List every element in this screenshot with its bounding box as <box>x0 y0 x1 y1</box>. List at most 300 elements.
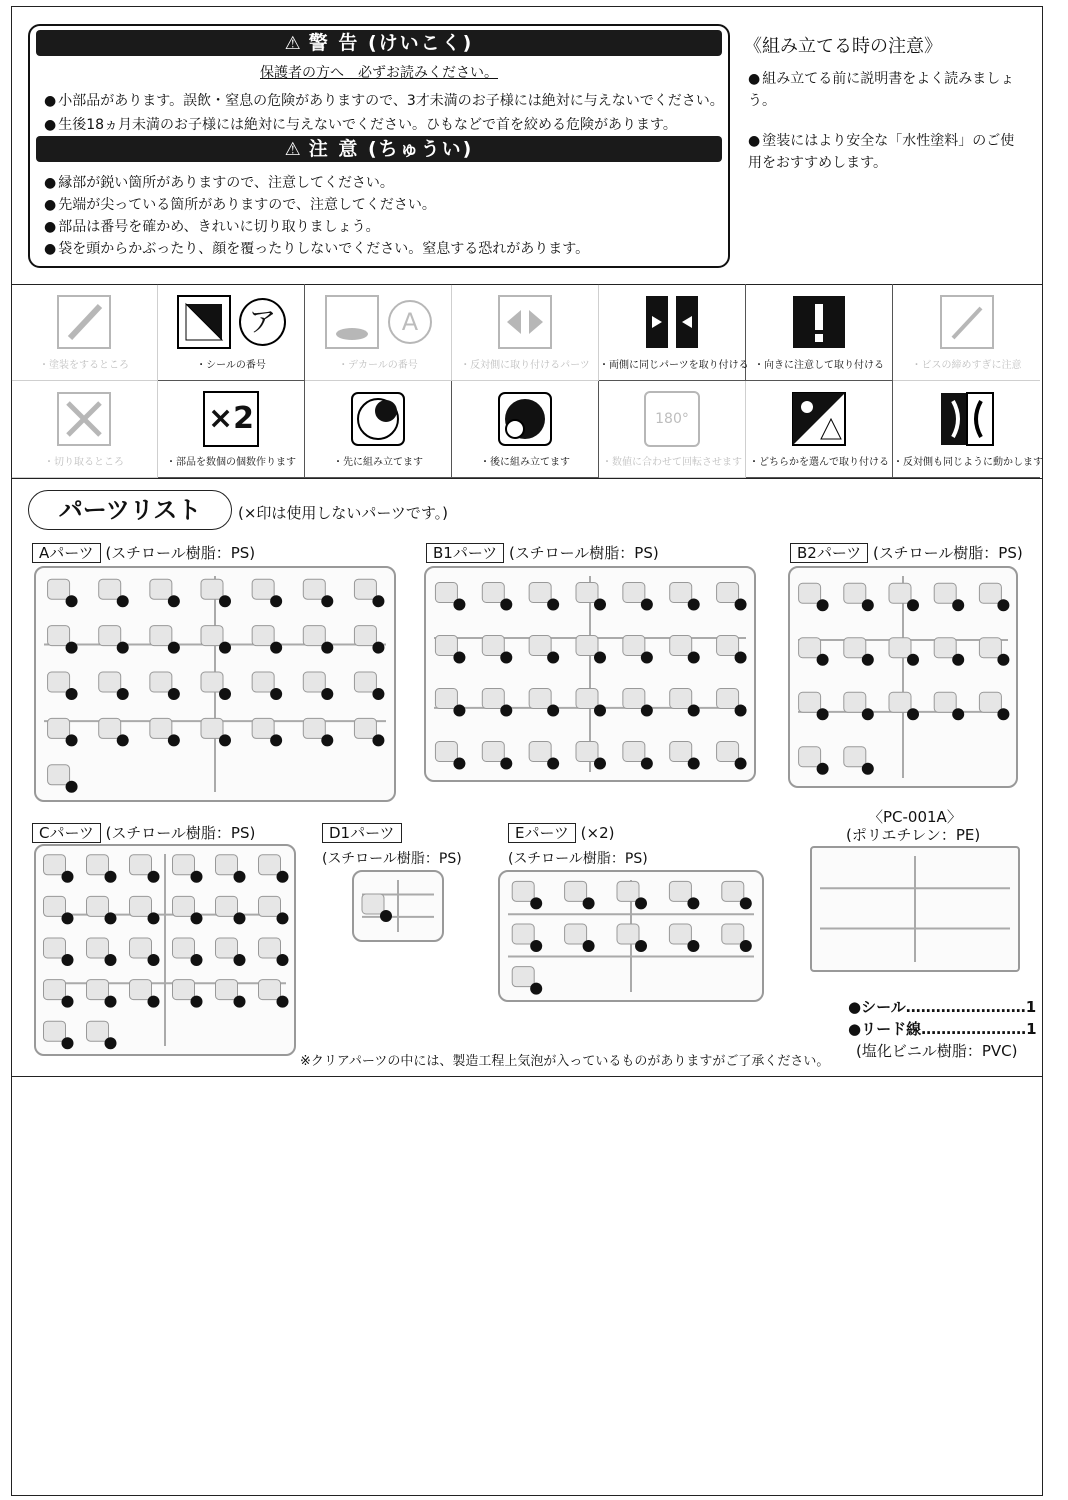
symbol-cell-later <box>452 381 599 478</box>
part-number-marker <box>168 595 180 607</box>
runner-part <box>44 896 66 916</box>
runner-part <box>150 579 172 599</box>
runner-part <box>48 579 70 599</box>
runner-part <box>259 896 281 916</box>
runner-part <box>844 747 866 767</box>
part-number-marker <box>66 688 78 700</box>
part-number-marker <box>117 688 129 700</box>
part-number-marker <box>500 705 512 717</box>
runner-part <box>576 636 598 656</box>
extra-pvc-material: (塩化ビニル樹脂：PVC) <box>856 1042 1018 1060</box>
symbol-label: ・数値に合わせて回転させます <box>602 457 742 468</box>
runner-part <box>216 980 238 1000</box>
part-number-marker <box>635 940 647 952</box>
runner-part <box>252 718 274 738</box>
part-number-marker <box>117 734 129 746</box>
part-number-marker <box>547 599 559 611</box>
part-number-marker <box>62 1037 74 1049</box>
runner-material: (スチロール樹脂：PS) <box>509 544 659 562</box>
part-number-marker <box>372 642 384 654</box>
part-number-marker <box>66 781 78 793</box>
runner-part <box>889 583 911 603</box>
symbol-label: ・先に組み立てます <box>333 457 423 468</box>
symbol-cell-direction <box>746 284 893 381</box>
part-number-marker <box>641 705 653 717</box>
part-number-marker <box>453 652 465 664</box>
part-number-marker <box>191 954 203 966</box>
part-number-marker <box>234 912 246 924</box>
runner-part <box>512 924 534 944</box>
part-number-marker <box>530 940 542 952</box>
runner-part <box>889 692 911 712</box>
part-number-marker <box>62 871 74 883</box>
part-number-marker <box>500 652 512 664</box>
part-number-marker <box>641 758 653 770</box>
part-number-marker <box>687 940 699 952</box>
brush-icon <box>56 294 112 350</box>
part-number-marker <box>105 996 117 1008</box>
symbol-label: ・シールの番号 <box>196 360 266 371</box>
runner-part <box>482 742 504 762</box>
part-number-marker <box>148 996 160 1008</box>
part-number-marker <box>594 599 606 611</box>
part-number-marker <box>321 595 333 607</box>
both-sides-icon <box>644 294 700 350</box>
runner-part <box>979 638 1001 658</box>
runner-part <box>130 855 152 875</box>
part-number-marker <box>270 642 282 654</box>
runner-part <box>303 579 325 599</box>
runner-material: (スチロール樹脂：PS) <box>105 824 256 842</box>
part-number-marker <box>740 940 752 952</box>
part-number-marker <box>168 688 180 700</box>
runner-part <box>934 692 956 712</box>
part-number-marker <box>270 734 282 746</box>
runner-part <box>130 980 152 1000</box>
runner-b2 <box>788 566 1018 788</box>
runner-part <box>617 924 639 944</box>
runner-a-label <box>32 542 255 563</box>
part-number-marker <box>862 599 874 611</box>
part-number-marker <box>270 595 282 607</box>
warning-title: 警 告 (けいこく) <box>308 32 474 54</box>
opposite-side-icon <box>497 294 553 350</box>
part-number-marker <box>500 758 512 770</box>
symbol-label: ・後に組み立てます <box>480 457 570 468</box>
exclamation-icon <box>791 294 847 350</box>
runner-part <box>252 579 274 599</box>
part-number-marker <box>907 599 919 611</box>
part-number-marker <box>62 996 74 1008</box>
warning-line-1: ● 小部品があります。誤飲・窒息の危険がありますので、3才未満のお子様には絶対に与えないでください。 <box>44 90 724 110</box>
part-number-marker <box>270 688 282 700</box>
runner-part <box>623 636 645 656</box>
runner-e-label <box>508 822 615 843</box>
part-number-marker <box>862 763 874 775</box>
symbol-cell-screw <box>893 284 1040 381</box>
part-number-marker <box>191 996 203 1008</box>
decal-icon: A <box>323 294 433 350</box>
rotate-text: 180° <box>644 391 700 447</box>
runner-drawing <box>812 848 1018 970</box>
part-number-marker <box>321 734 333 746</box>
part-number-marker <box>687 897 699 909</box>
runner-part <box>565 924 587 944</box>
extra-lead-wire: ●リード線…………………1 <box>848 1020 1037 1038</box>
symbol-label: ・向きに注意して取り付ける <box>754 360 884 371</box>
runner-part <box>130 938 152 958</box>
runner-part <box>844 583 866 603</box>
runner-part <box>44 938 66 958</box>
times-two-icon <box>203 391 259 447</box>
runner-part <box>717 636 739 656</box>
extra-seal: ●シール……………………1 <box>848 998 1037 1016</box>
part-number-marker <box>321 642 333 654</box>
part-number-marker <box>952 654 964 666</box>
part-number-marker <box>547 758 559 770</box>
part-number-marker <box>583 897 595 909</box>
symbol-label: ・ビスの締めすぎに注意 <box>911 360 1022 371</box>
runner-pc <box>810 846 1020 972</box>
part-number-marker <box>547 705 559 717</box>
runner-part <box>87 1021 109 1041</box>
runner-name: B1パーツ <box>426 543 504 563</box>
runner-part <box>435 742 457 762</box>
pc-name: 〈PC-001A〉 <box>868 808 962 826</box>
runner-part <box>216 855 238 875</box>
part-number-marker <box>862 708 874 720</box>
symbol-cell-sticker <box>158 284 305 381</box>
caution-triangle-icon: ⚠ <box>284 139 303 160</box>
parts-list-title: パーツリスト <box>28 490 232 530</box>
runner-part <box>670 689 692 709</box>
part-number-marker <box>635 897 647 909</box>
part-number-marker <box>105 912 117 924</box>
runner-part <box>259 938 281 958</box>
part-number-marker <box>583 940 595 952</box>
runner-drawing <box>426 568 754 780</box>
part-number-marker <box>372 688 384 700</box>
warning-triangle-icon: ⚠ <box>284 33 303 54</box>
runner-part <box>201 579 223 599</box>
runner-part <box>201 718 223 738</box>
part-number-marker <box>234 871 246 883</box>
part-number-marker <box>952 599 964 611</box>
runner-part <box>979 692 1001 712</box>
part-number-marker <box>277 912 289 924</box>
runner-a <box>34 566 396 802</box>
runner-part <box>576 689 598 709</box>
section-divider <box>11 478 1043 479</box>
warning-line-2: ● 生後18ヵ月未満のお子様には絶対に与えないでください。ひもなどで首を絞める危険があります。 <box>44 114 677 134</box>
runner-part <box>303 626 325 646</box>
part-number-marker <box>168 642 180 654</box>
runner-part <box>844 692 866 712</box>
runner-part <box>979 583 1001 603</box>
runner-b1-label <box>426 542 659 563</box>
part-number-marker <box>453 758 465 770</box>
part-number-marker <box>688 652 700 664</box>
runner-part <box>529 742 551 762</box>
runner-drawing <box>354 872 442 940</box>
part-number-marker <box>735 758 747 770</box>
runner-part <box>173 980 195 1000</box>
runner-qty: (×2) <box>580 824 615 842</box>
part-number-marker <box>817 763 829 775</box>
runner-d1-material: (スチロール樹脂：PS) <box>322 851 462 867</box>
runner-part <box>99 718 121 738</box>
runner-part <box>623 742 645 762</box>
runner-part <box>799 692 821 712</box>
symbol-label: ・反対側に取り付けるパーツ <box>460 360 590 371</box>
runner-part <box>130 896 152 916</box>
runner-part <box>844 638 866 658</box>
part-number-marker <box>594 758 606 770</box>
part-number-marker <box>66 734 78 746</box>
runner-part <box>216 938 238 958</box>
part-number-marker <box>277 954 289 966</box>
runner-part <box>252 626 274 646</box>
part-number-marker <box>62 954 74 966</box>
part-number-marker <box>277 996 289 1008</box>
runner-part <box>717 583 739 603</box>
part-number-marker <box>530 983 542 995</box>
part-number-marker <box>66 595 78 607</box>
runner-part <box>173 938 195 958</box>
assembly-note-1: ● 組み立てる前に説明書をよく読みましょう。 <box>748 68 1024 112</box>
runner-material: (スチロール樹脂：PS) <box>873 544 1023 562</box>
clear-parts-footnote: ※クリアパーツの中には、製造工程上気泡が入っているものがありますがご了承ください。 <box>300 1054 830 1069</box>
symbol-cell-decal <box>305 284 452 381</box>
part-number-marker <box>862 654 874 666</box>
runner-part <box>48 672 70 692</box>
runner-part <box>87 896 109 916</box>
runner-part <box>201 672 223 692</box>
runner-drawing <box>790 568 1016 786</box>
sticker-letter: ア <box>239 298 286 346</box>
part-number-marker <box>105 1037 117 1049</box>
symbol-cell-move <box>893 381 1043 478</box>
runner-part <box>435 689 457 709</box>
runner-part <box>482 583 504 603</box>
runner-part <box>201 626 223 646</box>
move-same-icon <box>939 391 995 447</box>
caution-line-4: ● 袋を頭からかぶったり、顔を覆ったりしないでください。窒息する恐れがあります。 <box>44 238 589 258</box>
part-number-marker <box>148 871 160 883</box>
runner-e <box>498 870 764 1002</box>
runner-part <box>303 672 325 692</box>
part-number-marker <box>105 871 117 883</box>
runner-b2-label <box>790 542 1023 563</box>
runner-part <box>576 742 598 762</box>
runner-part <box>44 855 66 875</box>
nippers-icon <box>56 391 112 447</box>
caution-title: 注 意 (ちゅうい) <box>308 138 474 160</box>
runner-part <box>617 881 639 901</box>
runner-part <box>799 747 821 767</box>
part-number-marker <box>117 642 129 654</box>
runner-part <box>512 967 534 987</box>
runner-part <box>670 742 692 762</box>
symbol-label: ・部品を数個の個数作ります <box>166 457 296 468</box>
part-number-marker <box>735 652 747 664</box>
runner-part <box>252 672 274 692</box>
runner-drawing <box>500 872 762 1000</box>
part-number-marker <box>952 708 964 720</box>
part-number-marker <box>219 734 231 746</box>
screw-icon <box>939 294 995 350</box>
assembly-notes-title: 《組み立てる時の注意》 <box>744 36 942 57</box>
part-number-marker <box>817 708 829 720</box>
runner-part <box>529 583 551 603</box>
pc-material: (ポリエチレン：PE) <box>846 826 981 844</box>
runner-part <box>44 1021 66 1041</box>
symbol-cell-first <box>305 381 452 478</box>
symbol-cell-opposite <box>452 284 599 381</box>
runner-part <box>435 636 457 656</box>
symbol-label: ・塗装をするところ <box>39 360 129 371</box>
part-number-marker <box>594 652 606 664</box>
symbol-label: ・反対側も同じように動かします <box>893 457 1043 468</box>
choose-one-icon <box>791 391 847 447</box>
part-number-marker <box>105 954 117 966</box>
part-number-marker <box>277 871 289 883</box>
part-number-marker <box>530 897 542 909</box>
runner-part <box>670 636 692 656</box>
runner-part <box>259 980 281 1000</box>
runner-part <box>482 636 504 656</box>
part-number-marker <box>234 954 246 966</box>
runner-part <box>150 718 172 738</box>
runner-part <box>934 638 956 658</box>
part-number-marker <box>191 871 203 883</box>
caution-line-2: ● 先端が尖っている箇所がありますので、注意してください。 <box>44 194 436 214</box>
part-number-marker <box>321 688 333 700</box>
part-number-marker <box>148 912 160 924</box>
part-number-marker <box>641 652 653 664</box>
part-number-marker <box>740 897 752 909</box>
runner-part <box>303 718 325 738</box>
runner-part <box>722 924 744 944</box>
part-number-marker <box>641 599 653 611</box>
part-number-marker <box>547 652 559 664</box>
part-number-marker <box>735 599 747 611</box>
runner-part <box>512 881 534 901</box>
part-number-marker <box>234 996 246 1008</box>
symbol-cell-choose <box>746 381 893 478</box>
rotate-180-icon <box>644 391 700 447</box>
runner-part <box>150 626 172 646</box>
runner-part <box>669 924 691 944</box>
part-number-marker <box>500 599 512 611</box>
part-number-marker <box>817 599 829 611</box>
part-number-marker <box>594 705 606 717</box>
part-number-marker <box>997 654 1009 666</box>
runner-name: B2パーツ <box>790 543 868 563</box>
part-number-marker <box>453 705 465 717</box>
runner-d1 <box>352 870 444 942</box>
runner-part <box>717 689 739 709</box>
symbol-cell-both-sides <box>599 284 749 381</box>
runner-part <box>529 689 551 709</box>
runner-part <box>623 689 645 709</box>
part-number-marker <box>191 912 203 924</box>
symbol-label: ・デカールの番号 <box>338 360 418 371</box>
part-number-marker <box>117 595 129 607</box>
runner-c-label <box>32 822 255 843</box>
runner-material: (スチロール樹脂：PS) <box>105 544 256 562</box>
runner-part <box>48 718 70 738</box>
runner-part <box>99 579 121 599</box>
part-number-marker <box>735 705 747 717</box>
runner-part <box>565 881 587 901</box>
runner-part <box>87 938 109 958</box>
runner-part <box>99 672 121 692</box>
part-number-marker <box>62 912 74 924</box>
assemble-first-icon <box>350 391 406 447</box>
runner-part <box>799 638 821 658</box>
sticker-icon <box>176 294 286 350</box>
symbol-cell-rotate <box>599 381 746 478</box>
runner-d1-label <box>322 822 402 843</box>
part-number-marker <box>907 708 919 720</box>
runner-e-material: (スチロール樹脂：PS) <box>508 851 648 867</box>
runner-part <box>173 855 195 875</box>
part-number-marker <box>688 599 700 611</box>
caution-title-bar <box>36 136 722 162</box>
runner-part <box>576 583 598 603</box>
runner-part <box>354 672 376 692</box>
symbol-legend-grid <box>11 284 1043 478</box>
symbol-cell-nippers <box>11 381 158 478</box>
section-divider <box>11 1076 1043 1077</box>
runner-part <box>435 583 457 603</box>
symbol-label: ・どちらかを選んで取り付ける <box>749 457 889 468</box>
symbol-cell-times-two <box>158 381 305 478</box>
runner-part <box>48 626 70 646</box>
warning-subtitle: 保護者の方へ 必ずお読みください。 <box>260 65 498 81</box>
part-number-marker <box>907 654 919 666</box>
part-number-marker <box>219 642 231 654</box>
part-number-marker <box>168 734 180 746</box>
runner-part <box>99 626 121 646</box>
runner-b1 <box>424 566 756 782</box>
runner-part <box>362 894 384 914</box>
runner-part <box>354 718 376 738</box>
warning-title-bar <box>36 30 722 56</box>
runner-part <box>216 896 238 916</box>
runner-part <box>354 579 376 599</box>
runner-part <box>529 636 551 656</box>
runner-part <box>669 881 691 901</box>
runner-name: Aパーツ <box>32 543 101 563</box>
symbol-label: ・両側に同じパーツを取り付ける <box>599 360 749 371</box>
runner-part <box>717 742 739 762</box>
caution-line-3: ● 部品は番号を確かめ、きれいに切り取りましょう。 <box>44 216 380 236</box>
runner-part <box>259 855 281 875</box>
part-number-marker <box>219 688 231 700</box>
runner-part <box>44 980 66 1000</box>
runner-part <box>150 672 172 692</box>
runner-part <box>623 583 645 603</box>
part-number-marker <box>997 599 1009 611</box>
part-number-marker <box>688 705 700 717</box>
runner-c <box>34 844 296 1056</box>
part-number-marker <box>380 910 392 922</box>
part-number-marker <box>817 654 829 666</box>
runner-part <box>889 638 911 658</box>
runner-part <box>48 765 70 785</box>
